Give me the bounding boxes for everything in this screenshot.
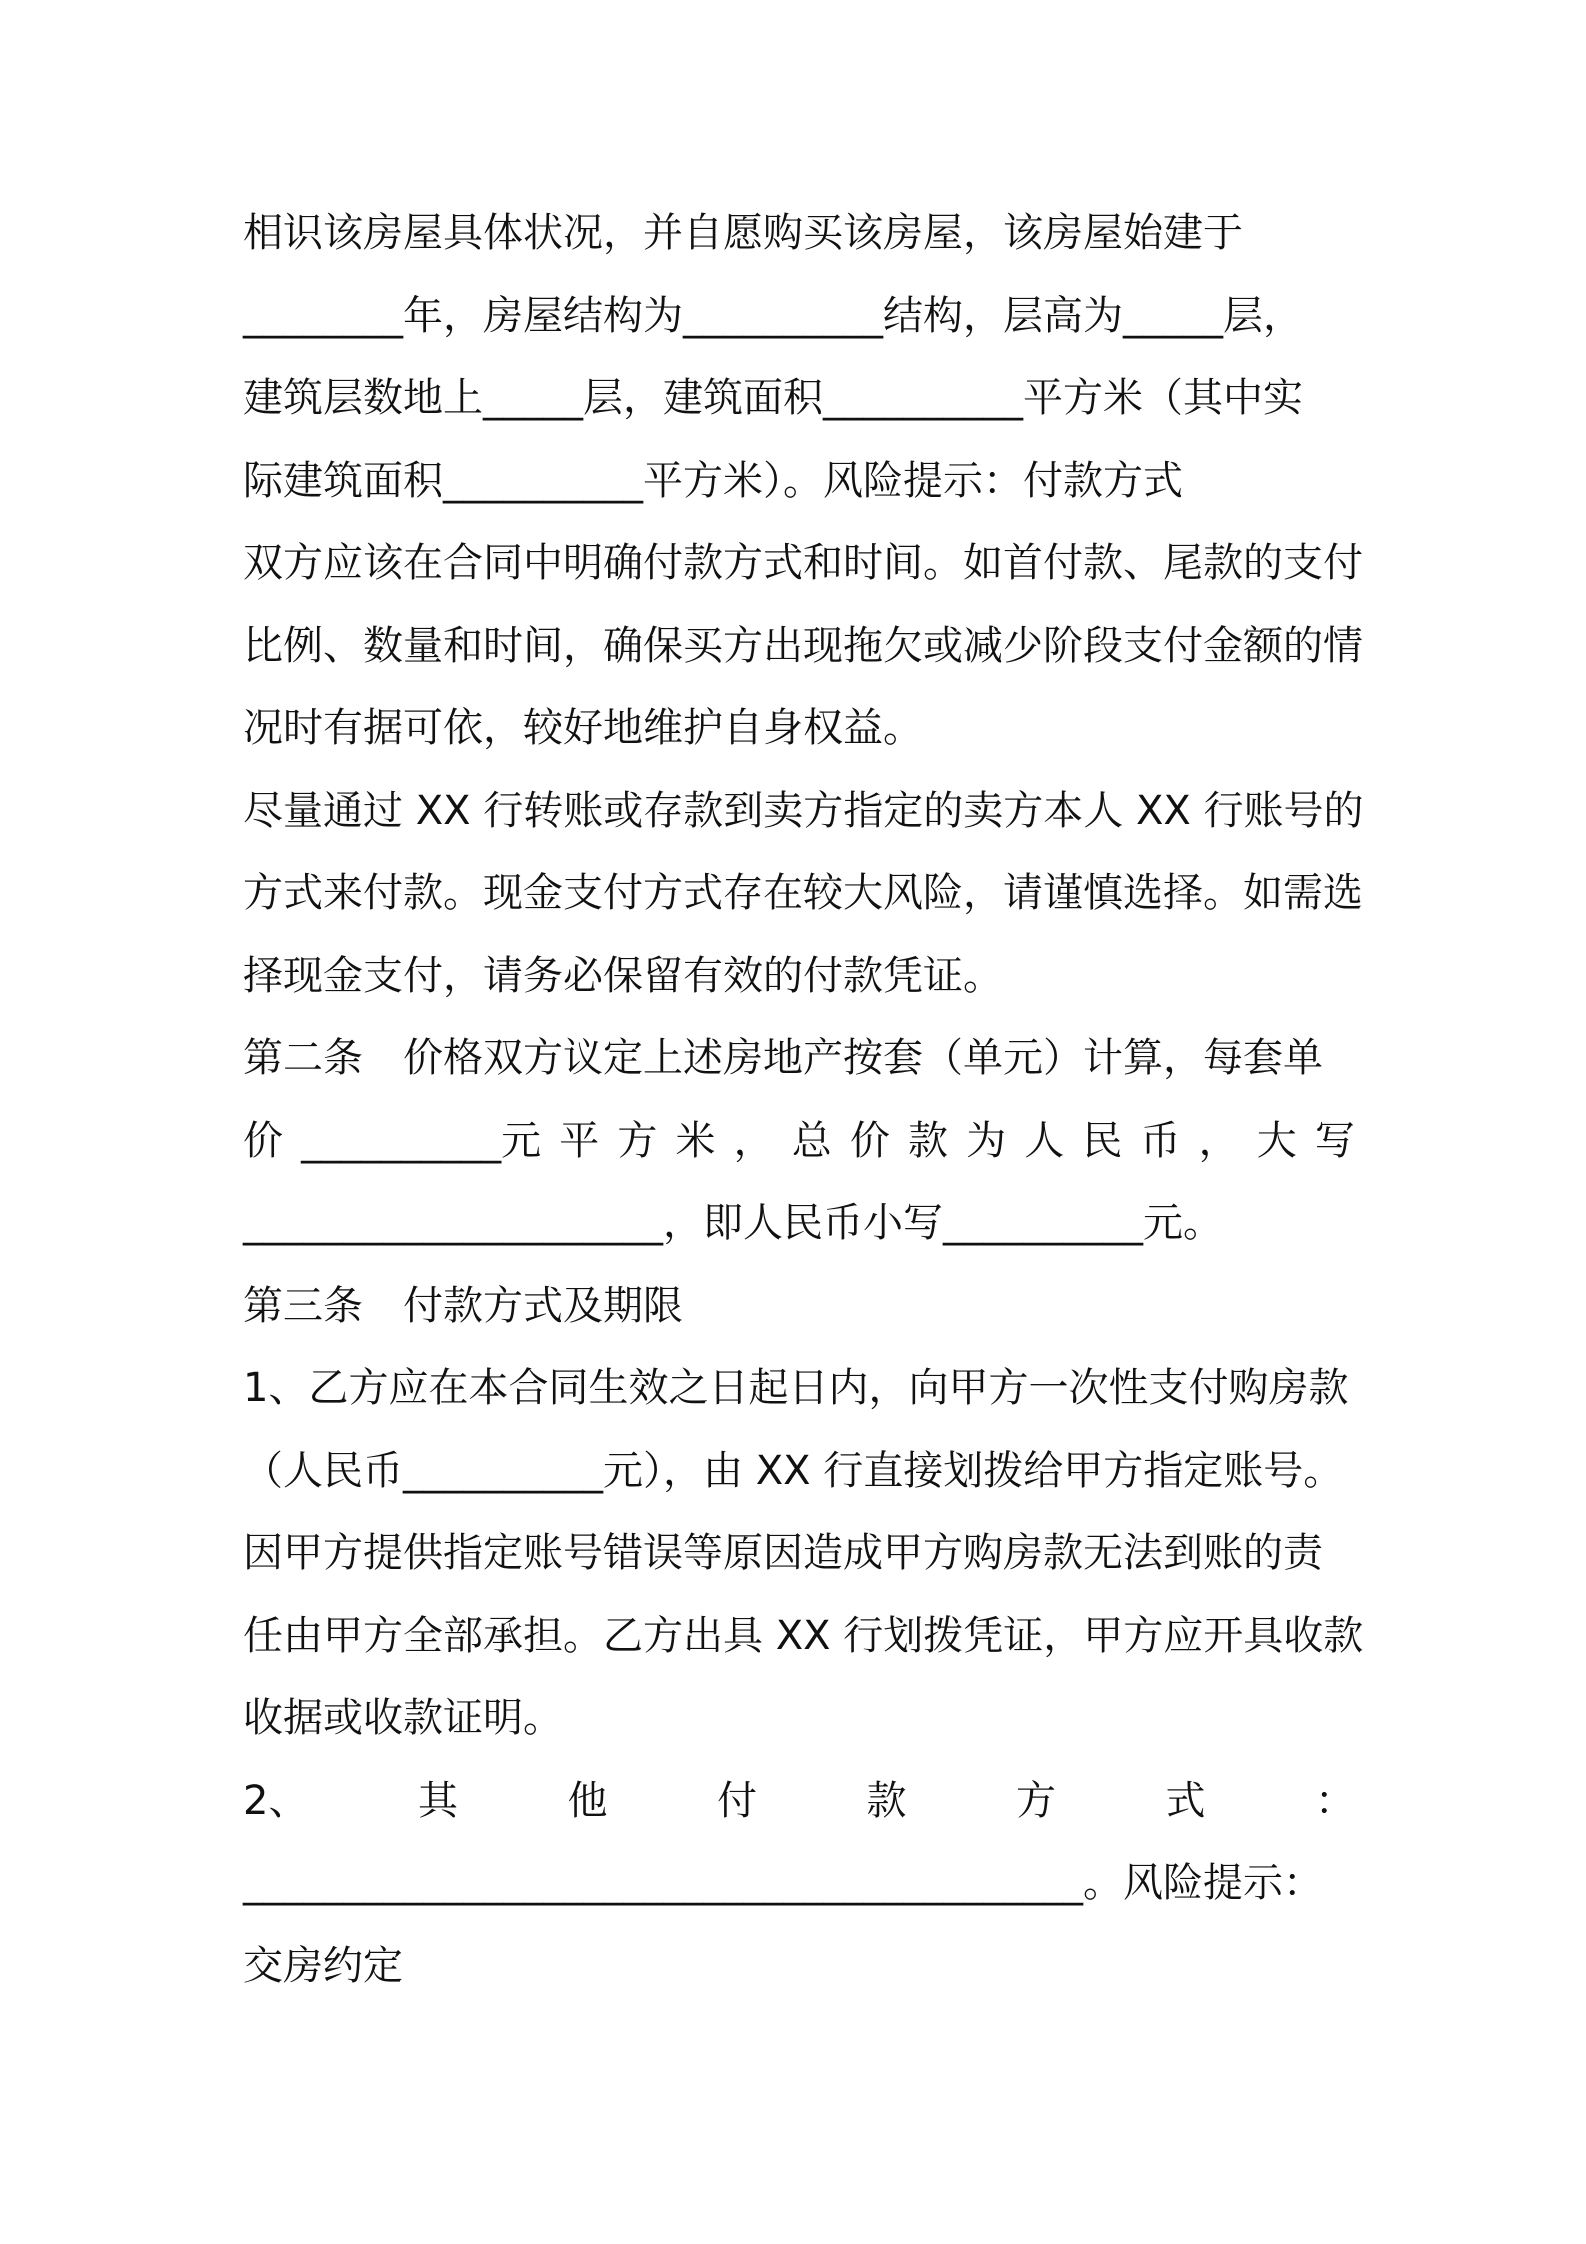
text-line: 尽量通过 XX 行转账或存款到卖方指定的卖方本人 XX 行账号的	[243, 787, 1364, 834]
justified-token: 其	[417, 1777, 458, 1824]
text-line: 建筑层数地上_____层，建筑面积__________平方米（其中实	[243, 375, 1303, 421]
text-line: 况时有据可依，较好地维护自身权益。	[243, 705, 923, 751]
text-line: 1、乙方应在本合同生效之日起日内，向甲方一次性支付购房款	[243, 1365, 1349, 1411]
article-two-heading: 第二条 价格双方议定上述房地产按套（单元）计算，每套单	[243, 1035, 1323, 1081]
text-line: 因甲方提供指定账号错误等原因造成甲方购房款无法到账的责	[243, 1530, 1323, 1576]
text-line: 交房约定	[243, 1942, 403, 1989]
justified-price-line	[243, 1100, 1355, 1183]
text-line: 任由甲方全部承担。乙方出具 XX 行划拨凭证，甲方应开具收款	[243, 1612, 1364, 1659]
justified-token: 币	[1140, 1117, 1181, 1164]
justified-token: ，	[1198, 1117, 1239, 1164]
justified-token: 款	[866, 1777, 907, 1824]
justified-token: 价	[243, 1117, 283, 1164]
justified-token: ，	[733, 1117, 774, 1164]
justified-token: 方	[617, 1117, 658, 1164]
justified-token: 价	[849, 1117, 890, 1164]
text-line: __________________________________________。风险提示：	[243, 1860, 1323, 1906]
justified-token: 民	[1082, 1117, 1123, 1164]
text-line: 双方应该在合同中明确付款方式和时间。如首付款、尾款的支付	[243, 540, 1363, 586]
justified-token: 总	[791, 1117, 832, 1164]
text-line: 择现金支付，请务必保留有效的付款凭证。	[243, 952, 1003, 999]
justified-token: 2、	[243, 1777, 309, 1824]
justified-token: ：	[1314, 1777, 1355, 1824]
justified-token: 为	[966, 1117, 1007, 1164]
article-three-heading: 第三条 付款方式及期限	[243, 1282, 683, 1329]
text-line: 比例、数量和时间，确保买方出现拖欠或减少阶段支付金额的情	[243, 622, 1363, 669]
justified-other-payment-line	[243, 1760, 1355, 1843]
text-line: 收据或收款证明。	[243, 1695, 563, 1741]
text-line: （人民币__________元），由 XX 行直接划拨给甲方指定账号。	[243, 1447, 1344, 1494]
text-line: 相识该房屋具体状况，并自愿购买该房屋，该房屋始建于	[243, 210, 1243, 256]
justified-token: 大	[1256, 1117, 1297, 1164]
justified-token: __________元	[301, 1117, 542, 1164]
text-line: 方式来付款。现金支付方式存在较大风险，请谨慎选择。如需选	[243, 870, 1363, 916]
contract-body	[243, 192, 1364, 2007]
text-line: 际建筑面积__________平方米）。风险提示：付款方式	[243, 457, 1183, 504]
justified-token: 式	[1165, 1777, 1206, 1824]
justified-token: 写	[1314, 1117, 1355, 1164]
text-line: ________年，房屋结构为__________结构，层高为_____层，	[243, 292, 1303, 339]
text-line: _____________________，即人民币小写__________元。	[243, 1200, 1223, 1246]
justified-token: 米	[675, 1117, 716, 1164]
justified-token: 付	[716, 1777, 757, 1824]
justified-token: 平	[559, 1117, 600, 1164]
justified-token: 款	[908, 1117, 948, 1164]
justified-token: 方	[1015, 1777, 1056, 1824]
justified-token: 人	[1024, 1117, 1065, 1164]
justified-token: 他	[567, 1777, 608, 1824]
